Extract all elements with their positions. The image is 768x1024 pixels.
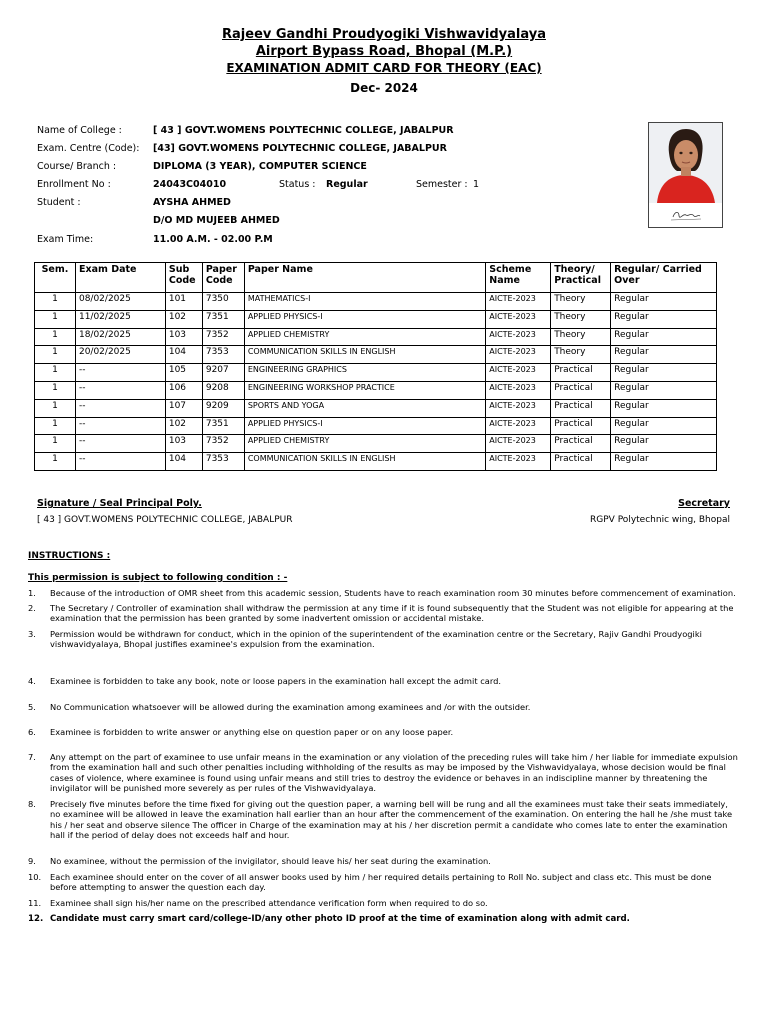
- course-label: Course/ Branch :: [37, 161, 117, 172]
- university-name: Rajeev Gandhi Proudyogiki Vishwavidyalaya: [222, 27, 546, 42]
- cell-paper-code: 9207: [202, 364, 244, 382]
- cell-sub-code: 105: [165, 364, 202, 382]
- table-row: [35, 310, 717, 328]
- cell-theory-practical: Theory: [551, 346, 611, 364]
- cell-sub-code: 102: [165, 310, 202, 328]
- cell-sub-code: 102: [165, 417, 202, 435]
- cell-exam-date: --: [75, 417, 165, 435]
- cell-paper-code: 7353: [202, 453, 244, 471]
- cell-paper-name: APPLIED PHYSICS-I: [244, 310, 485, 328]
- cell-regular-carried: Regular: [611, 453, 717, 471]
- cell-paper-name: ENGINEERING WORKSHOP PRACTICE: [244, 381, 485, 399]
- cell-paper-name: APPLIED CHEMISTRY: [244, 435, 485, 453]
- student-photo-image: [649, 123, 722, 203]
- table-row: [35, 399, 717, 417]
- college-value: [ 43 ] GOVT.WOMENS POLYTECHNIC COLLEGE, JABALPUR: [153, 125, 454, 136]
- centre-label: Exam. Centre (Code):: [37, 143, 140, 154]
- instruction-item: 6. Examinee is forbidden to write answer or anything else on question paper or on any loose paper.: [28, 727, 454, 737]
- cell-sub-code: 101: [165, 293, 202, 311]
- university-address: Airport Bypass Road, Bhopal (M.P.): [255, 44, 513, 59]
- cell-exam-date: --: [75, 381, 165, 399]
- card-title: EXAMINATION ADMIT CARD FOR THEORY (EAC): [226, 61, 542, 75]
- header-paper-name: Paper Name: [244, 263, 485, 293]
- cell-theory-practical: Theory: [551, 328, 611, 346]
- signature-scribble-icon: [649, 203, 722, 227]
- document-header: [0, 26, 768, 97]
- header-sub-code: Sub Code: [165, 263, 202, 293]
- cell-scheme-name: AICTE-2023: [486, 453, 551, 471]
- student-signature: [649, 203, 722, 227]
- table-row: [35, 364, 717, 382]
- cell-scheme-name: AICTE-2023: [486, 364, 551, 382]
- cell-sem: 1: [35, 328, 76, 346]
- cell-sem: 1: [35, 364, 76, 382]
- cell-exam-date: 20/02/2025: [75, 346, 165, 364]
- cell-paper-code: 7352: [202, 435, 244, 453]
- guardian-name: D/O MD MUJEEB AHMED: [153, 215, 280, 226]
- instruction-item: 12. Candidate must carry smart card/college-ID/any other photo ID proof at the time of examination along with admit card.: [28, 914, 630, 924]
- cell-theory-practical: Practical: [551, 364, 611, 382]
- secretary-wing: RGPV Polytechnic wing, Bhopal: [590, 515, 730, 525]
- table-row: [35, 417, 717, 435]
- header-paper-code: Paper Code: [202, 263, 244, 293]
- cell-paper-code: 7351: [202, 310, 244, 328]
- cell-regular-carried: Regular: [611, 293, 717, 311]
- instructions-subtitle: This permission is subject to following condition : -: [28, 573, 288, 583]
- cell-sub-code: 104: [165, 346, 202, 364]
- cell-sem: 1: [35, 417, 76, 435]
- table-header-row: [35, 263, 717, 293]
- secretary-title: Secretary: [678, 498, 730, 509]
- table-row: [35, 453, 717, 471]
- secretary-signature-block: [590, 498, 730, 525]
- instruction-item: 10. Each examinee should enter on the cover of all answer books used by him / her required details pertaining to Roll No. subject and class etc. This must be done before attempting to answer the question each day.: [28, 872, 712, 893]
- exam-session: Dec- 2024: [350, 81, 418, 95]
- cell-theory-practical: Practical: [551, 399, 611, 417]
- cell-regular-carried: Regular: [611, 328, 717, 346]
- cell-theory-practical: Practical: [551, 381, 611, 399]
- header-sem: Sem.: [35, 263, 76, 293]
- cell-paper-name: APPLIED CHEMISTRY: [244, 328, 485, 346]
- cell-sem: 1: [35, 399, 76, 417]
- instruction-item: 8. Precisely five minutes before the time fixed for giving out the question paper, a warning bell will be rung and all the examinees must take their seats immediately, no examinee will be allowed in leave the examination hall earlier than an hour after the commencement of the examination. On entering the hall he /she must take his / her seat and observe silence The officer in Charge of the examination may at his / her discretion permit a candidate who comes late to enter the examination hall if the period of delay does not exceeds half and hour.: [28, 799, 733, 841]
- cell-regular-carried: Regular: [611, 310, 717, 328]
- semester-value: 1: [473, 179, 480, 190]
- cell-paper-code: 7350: [202, 293, 244, 311]
- enrollment-value: 24043C04010: [153, 179, 227, 190]
- semester-label: Semester :: [416, 179, 468, 190]
- cell-sem: 1: [35, 293, 76, 311]
- cell-sub-code: 103: [165, 435, 202, 453]
- college-label: Name of College :: [37, 125, 122, 136]
- cell-paper-name: COMMUNICATION SKILLS IN ENGLISH: [244, 346, 485, 364]
- cell-paper-code: 7351: [202, 417, 244, 435]
- cell-paper-code: 7353: [202, 346, 244, 364]
- cell-regular-carried: Regular: [611, 435, 717, 453]
- cell-exam-date: --: [75, 399, 165, 417]
- cell-exam-date: --: [75, 453, 165, 471]
- centre-value: [43] GOVT.WOMENS POLYTECHNIC COLLEGE, JABALPUR: [153, 143, 447, 154]
- cell-sub-code: 104: [165, 453, 202, 471]
- cell-scheme-name: AICTE-2023: [486, 346, 551, 364]
- instruction-item: 11. Examinee shall sign his/her name on the prescribed attendance verification form when required to do so.: [28, 898, 488, 908]
- cell-theory-practical: Theory: [551, 310, 611, 328]
- cell-paper-name: APPLIED PHYSICS-I: [244, 417, 485, 435]
- cell-sub-code: 106: [165, 381, 202, 399]
- table-row: [35, 346, 717, 364]
- header-theory-practical: Theory/ Practical: [551, 263, 611, 293]
- principal-signature-block: [37, 498, 292, 525]
- principal-college: [ 43 ] GOVT.WOMENS POLYTECHNIC COLLEGE, JABALPUR: [37, 515, 293, 525]
- exam-time-value: 11.00 A.M. - 02.00 P.M: [153, 234, 273, 245]
- instruction-item: 3. Permission would be withdrawn for conduct, which in the opinion of the superintendent of the examination centre or the Secretary, Rajiv Gandhi Proudyogiki vishwavidyalaya, Bhopal justifies examinee's expulsion from the examination.: [28, 629, 702, 650]
- cell-regular-carried: Regular: [611, 364, 717, 382]
- cell-paper-code: 9208: [202, 381, 244, 399]
- instruction-item: 5. No Communication whatsoever will be allowed during the examination among examinees and /or with the outsider.: [28, 702, 531, 712]
- cell-sub-code: 103: [165, 328, 202, 346]
- table-row: [35, 381, 717, 399]
- exam-schedule-table: [34, 262, 717, 471]
- cell-exam-date: --: [75, 435, 165, 453]
- cell-theory-practical: Theory: [551, 293, 611, 311]
- cell-scheme-name: AICTE-2023: [486, 310, 551, 328]
- table-row: [35, 293, 717, 311]
- instruction-item: 9. No examinee, without the permission of the invigilator, should leave his/ her seat during the examination.: [28, 856, 491, 866]
- cell-exam-date: 18/02/2025: [75, 328, 165, 346]
- cell-paper-name: COMMUNICATION SKILLS IN ENGLISH: [244, 453, 485, 471]
- student-photo: [648, 122, 723, 228]
- cell-regular-carried: Regular: [611, 346, 717, 364]
- cell-paper-name: ENGINEERING GRAPHICS: [244, 364, 485, 382]
- cell-sem: 1: [35, 310, 76, 328]
- cell-sem: 1: [35, 381, 76, 399]
- instruction-item: 2. The Secretary / Controller of examination shall withdraw the permission at any time if it is found subsequently that the Student was not eligible for appearing at the examination that the permission has been granted by some inadvertent omission or accidental mistake.: [28, 603, 734, 624]
- cell-regular-carried: Regular: [611, 399, 717, 417]
- cell-scheme-name: AICTE-2023: [486, 399, 551, 417]
- header-scheme-name: Scheme Name: [486, 263, 551, 293]
- cell-paper-name: SPORTS AND YOGA: [244, 399, 485, 417]
- principal-signature-title: Signature / Seal Principal Poly.: [37, 498, 202, 509]
- cell-exam-date: 11/02/2025: [75, 310, 165, 328]
- cell-exam-date: 08/02/2025: [75, 293, 165, 311]
- exam-time-label: Exam Time:: [37, 234, 94, 245]
- cell-sem: 1: [35, 453, 76, 471]
- cell-sub-code: 107: [165, 399, 202, 417]
- cell-scheme-name: AICTE-2023: [486, 328, 551, 346]
- cell-scheme-name: AICTE-2023: [486, 293, 551, 311]
- instructions-title: INSTRUCTIONS :: [28, 551, 111, 561]
- cell-scheme-name: AICTE-2023: [486, 417, 551, 435]
- cell-exam-date: --: [75, 364, 165, 382]
- cell-sem: 1: [35, 346, 76, 364]
- cell-sem: 1: [35, 435, 76, 453]
- cell-regular-carried: Regular: [611, 417, 717, 435]
- instruction-item: 1. Because of the introduction of OMR sheet from this academic session, Students have to reach examination room 30 minutes before commencement of examination.: [28, 588, 736, 598]
- student-name: AYSHA AHMED: [153, 197, 231, 208]
- student-label: Student :: [37, 197, 81, 208]
- cell-regular-carried: Regular: [611, 381, 717, 399]
- cell-scheme-name: AICTE-2023: [486, 435, 551, 453]
- enrollment-label: Enrollment No :: [37, 179, 111, 190]
- instruction-item: 4. Examinee is forbidden to take any book, note or loose papers in the examination hall except the admit card.: [28, 676, 502, 686]
- table-row: [35, 435, 717, 453]
- status-label: Status :: [279, 179, 316, 190]
- status-value: Regular: [326, 179, 368, 190]
- cell-theory-practical: Practical: [551, 435, 611, 453]
- cell-scheme-name: AICTE-2023: [486, 381, 551, 399]
- cell-paper-code: 9209: [202, 399, 244, 417]
- cell-theory-practical: Practical: [551, 417, 611, 435]
- cell-theory-practical: Practical: [551, 453, 611, 471]
- header-exam-date: Exam Date: [75, 263, 165, 293]
- header-regular-carried: Regular/ Carried Over: [611, 263, 717, 293]
- cell-paper-name: MATHEMATICS-I: [244, 293, 485, 311]
- instruction-item: 7. Any attempt on the part of examinee to use unfair means in the examination or any violation of the preceding rules will take him / her liable for immediate expulsion from the examination hall and such other penalties including withholding of the results as may be imposed by the Vishwavidyalaya, whose decision would be final cases of violence, where examinee is found using unfair means and still tries to destroy the evidence or behaves in an indiscipline manner by threatening the invigilator will be punished more severely as per rules of the Vishwavidyalaya.: [28, 752, 738, 794]
- course-value: DIPLOMA (3 YEAR), COMPUTER SCIENCE: [153, 161, 367, 172]
- table-row: [35, 328, 717, 346]
- cell-paper-code: 7352: [202, 328, 244, 346]
